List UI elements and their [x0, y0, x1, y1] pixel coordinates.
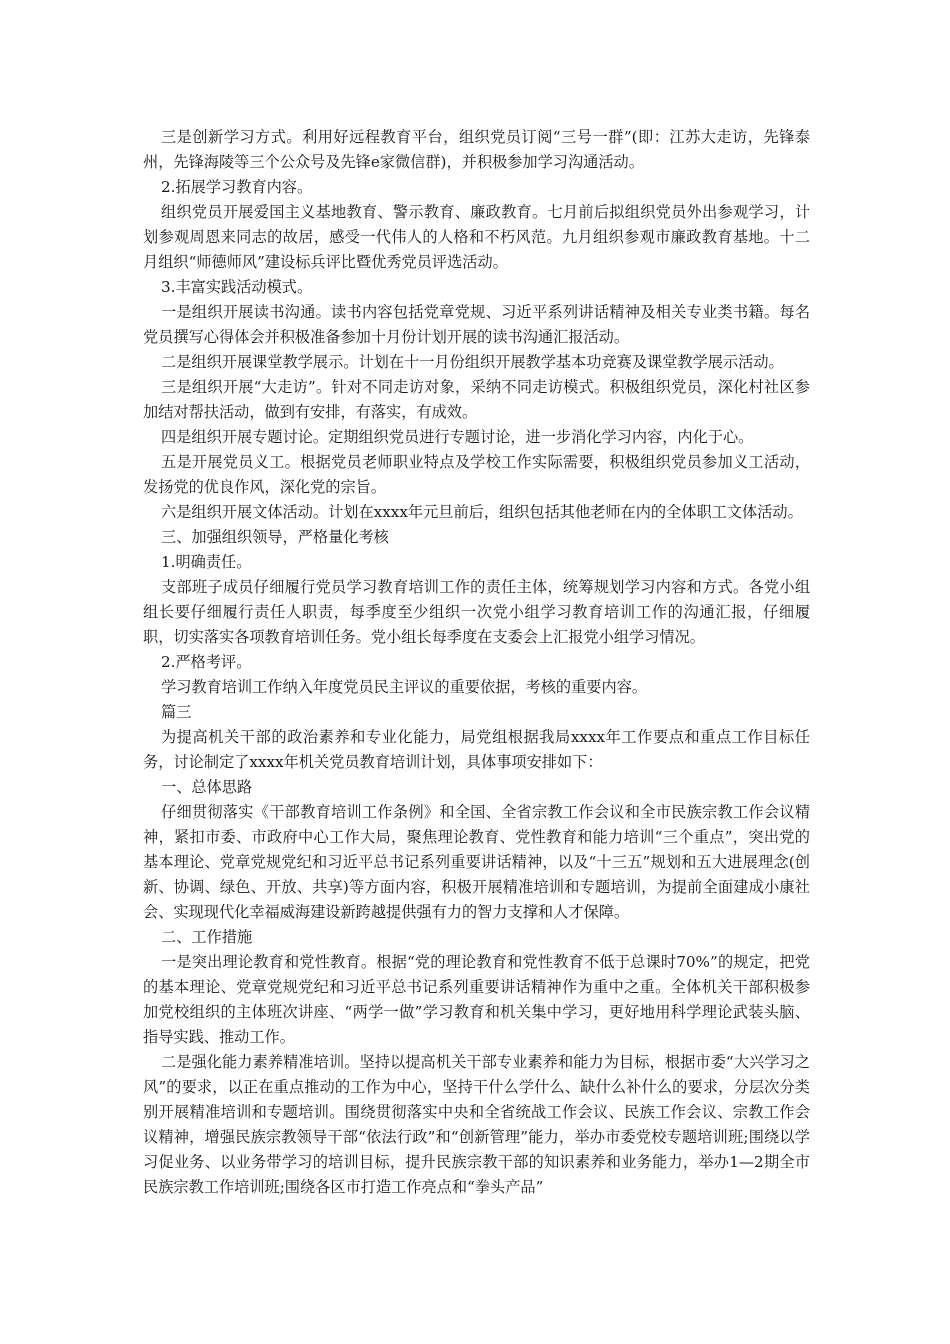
paragraph: 三是组织开展“大走访”。针对不同走访对象，采纳不同走访模式。积极组织党员，深化村社区参加结对帮扶活动，做到有安排，有落实，有成效。: [143, 378, 810, 421]
paragraph: 一是组织开展读书沟通。读书内容包括党章党规、习近平系列讲话精神及相关专业类书籍。每名党员撰写心得体会并积极准备参加十月份计划开展的读书沟通汇报活动。: [143, 303, 810, 346]
section-heading: 二、工作措施: [161, 928, 253, 946]
document-body: [143, 125, 810, 1200]
paragraph: 支部班子成员仔细履行党员学习教育培训工作的责任主体，统筹规划学习内容和方式。各党小组组长要仔细履行责任人职责，每季度至少组织一次党小组学习教育培训工作的沟通汇报，仔细履职，切实落实各项教育培训任务。党小组长每季度在支委会上汇报党小组学习情况。: [143, 578, 810, 646]
section-heading: 一、总体思路: [161, 778, 253, 796]
paragraph: 2.拓展学习教育内容。: [161, 178, 313, 196]
paragraph: 五是开展党员义工。根据党员老师职业特点及学校工作实际需要，积极组织党员参加义工活动，发扬党的优良作风，深化党的宗旨。: [143, 453, 810, 496]
paragraph: 三是创新学习方式。利用好远程教育平台，组织党员订阅“三号一群”(即：江苏大走访，先锋泰州，先锋海陵等三个公众号及先锋e家微信群)，并积极参加学习沟通活动。: [143, 128, 810, 171]
paragraph: 为提高机关干部的政治素养和专业化能力，局党组根据我局xxxx年工作要点和重点工作目标任务，讨论制定了xxxx年机关党员教育培训计划，具体事项安排如下：: [143, 728, 810, 771]
paragraph: 学习教育培训工作纳入年度党员民主评议的重要依据，考核的重要内容。: [161, 678, 647, 696]
paragraph: 四是组织开展专题讨论。定期组织党员进行专题讨论，进一步消化学习内容，内化于心。: [161, 428, 754, 446]
subsection-heading: 1.明确责任。: [161, 553, 252, 571]
paragraph: 一是突出理论教育和党性教育。根据“党的理论教育和党性教育不低于总课时70%”的规定，把党的基本理论、党章党规党纪和习近平总书记系列重要讲话精神作为重中之重。全体机关干部积极参加党校组织的主体班次讲座、“两学一做”学习教育和机关集中学习，更好地用科学理论武装头脑、指导实践、推动工作。: [143, 953, 810, 1046]
paragraph: 仔细贯彻落实《干部教育培训工作条例》和全国、全省宗教工作会议和全市民族宗教工作会议精神，紧扣市委、市政府中心工作大局，聚焦理论教育、党性教育和能力培训“三个重点”，突出党的基本理论、党章党规党纪和习近平总书记系列重要讲话精神，以及“十三五”规划和五大进展理念(创新、协调、绿色、开放、共享)等方面内容，积极开展精准培训和专题培训，为提前全面建成小康社会、实现现代化幸福威海建设新跨越提供强有力的智力支撑和人才保障。: [143, 803, 810, 921]
paragraph: 组织党员开展爱国主义基地教育、警示教育、廉政教育。七月前后拟组织党员外出参观学习，计划参观周恩来同志的故居，感受一代伟人的人格和不朽风范。九月组织参观市廉政教育基地。十二月组织“师德师风”建设标兵评比暨优秀党员评选活动。: [143, 203, 810, 271]
chapter-heading: 篇三: [161, 703, 192, 721]
paragraph: 二是组织开展课堂教学展示。计划在十一月份组织开展教学基本功竞赛及课堂教学展示活动。: [161, 353, 784, 371]
section-heading: 三、加强组织领导，严格量化考核: [161, 528, 389, 546]
paragraph: 3.丰富实践活动模式。: [161, 278, 313, 296]
paragraph: 二是强化能力素养精准培训。坚持以提高机关干部专业素养和能力为目标，根据市委“大兴学习之风”的要求，以正在重点推动的工作为中心，坚持干什么学什么、缺什么补什么的要求，分层次分类别开展精准培训和专题培训。围绕贯彻落实中央和全省统战工作会议、民族工作会议、宗教工作会议精神，增强民族宗教领导干部“依法行政”和“创新管理”能力，举办市委党校专题培训班;围绕以学习促业务、以业务带学习的培训目标，提升民族宗教干部的知识素养和业务能力，举办1—2期全市民族宗教工作培训班;围绕各区市打造工作亮点和“拳头产品”: [143, 1053, 810, 1196]
paragraph: 六是组织开展文体活动。计划在xxxx年元旦前后，组织包括其他老师在内的全体职工文体活动。: [161, 503, 803, 521]
subsection-heading: 2.严格考评。: [161, 653, 252, 671]
